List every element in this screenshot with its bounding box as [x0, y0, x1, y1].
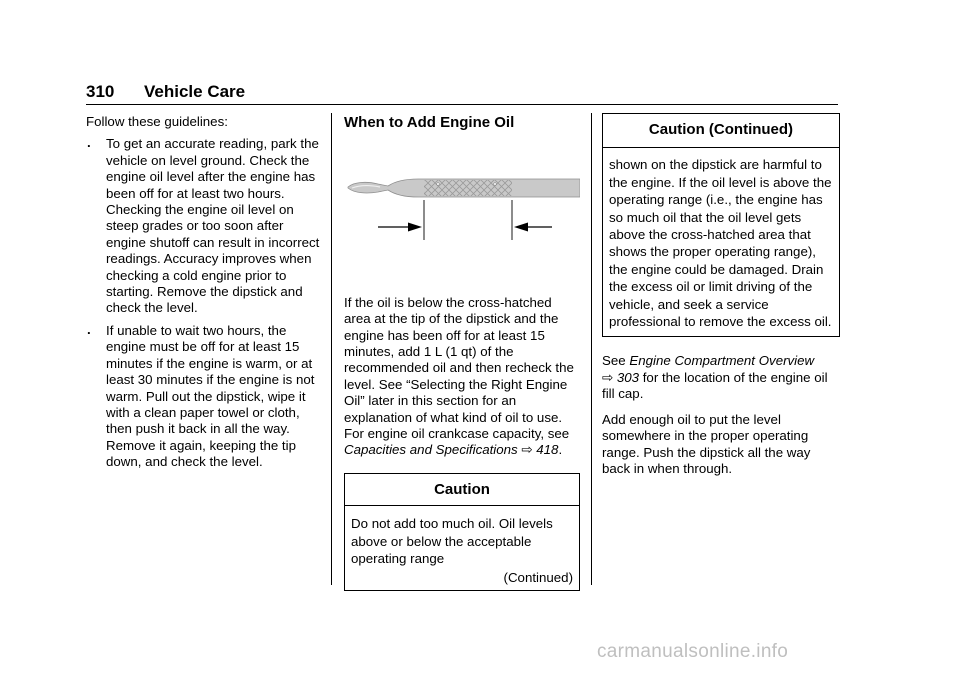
arrow-right-icon: [378, 223, 422, 232]
bullet-icon: .: [87, 321, 91, 337]
engine-compartment-link[interactable]: Engine Compartment Overview ⇨ 303: [602, 353, 815, 385]
list-item-text: To get an accurate reading, park the vehicle on level ground. Check the engine oil level after the engine has been off for at least two hours. Checking the engine oil level on steep grades or too soon after engine shutoff can result in incorrect readings. Accuracy improves when checking a cold engine prior to starting. Remove the dipstick and check the level.: [106, 136, 320, 316]
caution-box: [344, 473, 580, 591]
caution-title: Caution: [345, 474, 579, 506]
list-item-text: If unable to wait two hours, the engine must be off for at least 15 minutes if the engine is warm, or at least 30 minutes if the engine is not warm. Pull out the dipstick, wipe it with a clean paper towel or cloth, then push it back in all the way. Remove it again, keeping the tip down, and check the level.: [106, 322, 315, 470]
add-oil-paragraph: If the oil is below the cross-hatched area at the tip of the dipstick and the engine has been off for at least 15 minutes, add 1 L (1 qt) of the recommended oil and then recheck the level. See “Selecting the Right Engine Oil” later in this section for an explanation of what kind of oil to use. For engine oil crankcase capacity, see Capacities and Specifications ⇨ 418.: [344, 294, 574, 458]
dipstick-illustration: [344, 176, 580, 276]
column-left: [86, 113, 322, 477]
cross-hatched-area: [424, 180, 512, 196]
column-divider: [591, 113, 592, 585]
page-ref-arrow-icon: ⇨: [521, 442, 533, 458]
capacities-link[interactable]: Capacities and Specifications ⇨ 418: [344, 442, 559, 458]
caution-title: Caution (Continued): [603, 114, 839, 148]
page-ref-arrow-icon: ⇨: [602, 369, 614, 385]
add-enough-paragraph: Add enough oil to put the level somewhere in the proper operating range. Push the dipstick all the way back in when through.: [602, 411, 811, 476]
bullet-icon: .: [87, 135, 91, 151]
list-item: [86, 323, 322, 471]
caution-continued: (Continued): [503, 569, 573, 585]
caution-body: Do not add too much oil. Oil levels above or below the acceptable operating range: [351, 516, 553, 567]
subheading: When to Add Engine Oil: [344, 114, 515, 131]
column-divider: [331, 113, 332, 585]
column-right: [602, 113, 840, 477]
guidelines-intro: Follow these guidelines:: [86, 114, 228, 129]
section-title: Vehicle Care: [144, 82, 246, 101]
see-overview-paragraph: See Engine Compartment Overview ⇨ 303 for the location of the engine oil fill cap.: [602, 353, 828, 402]
page-number: 310: [86, 82, 115, 101]
arrow-left-icon: [514, 223, 552, 232]
guidelines-list: [86, 136, 322, 470]
page-header: [86, 82, 838, 105]
column-middle: [344, 113, 580, 591]
caution-box-continued: [602, 113, 840, 337]
caution-body: shown on the dipstick are harmful to the engine. If the oil level is above the operating range (i.e., the engine has so much oil that the oil level gets above the cross-hatched area that shows the proper operating range), the engine could be damaged. Drain the excess oil or limit driving of the vehicle, and seek a service professional to remove the excess oil.: [609, 157, 832, 330]
list-item: [86, 136, 322, 316]
dipstick-blade: [348, 179, 580, 197]
watermark: carmanualsonline.info: [597, 641, 789, 662]
